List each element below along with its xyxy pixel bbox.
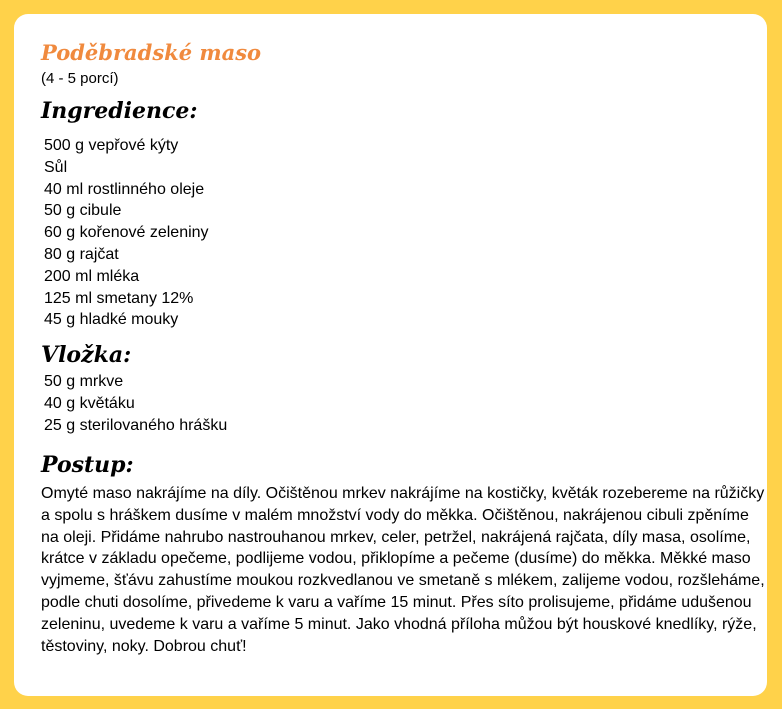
- insert-list: [44, 371, 227, 436]
- ingredients-list: [44, 135, 209, 331]
- list-item: 45 g hladké mouky: [44, 311, 179, 329]
- method-heading: Postup:: [41, 452, 134, 478]
- method-text: Omyté maso nakrájíme na díly. Očištěnou mrkev nakrájíme na kostičky, květák rozebereme na růžičky a spolu s hráškem dusíme v malém množství vody do měkka. Očištěnou, nakrájenou cibuli zpěníme na oleji. Přidáme nahrubo nastrouhanou mrkev, celer, petržel, nakrájená rajčata, díly masa, osolíme, krátce v základu opečeme, podlijeme vodou, přiklopíme a pečeme (dusíme) do měkka. Měkké maso vyjmeme, šťávu zahustíme moukou rozkvedlanou ve smetaně s mlékem, zalijeme vodou, rozšleháme, podle chuti dosolíme, přivedeme k varu a vaříme 15 minut. Přes síto prolisujeme, přidáme udušenou zeleninu, uvedeme k varu a vaříme 5 minut. Jako vhodná příloha můžou být houskové knedlíky, rýže, těstoviny, noky. Dobrou chuť!: [41, 485, 765, 655]
- list-item: 60 g kořenové zeleniny: [44, 224, 209, 242]
- list-item: 50 g cibule: [44, 202, 122, 220]
- recipe-title: Poděbradské maso: [41, 40, 262, 65]
- list-item: Sůl: [44, 158, 68, 176]
- list-item: 125 ml smetany 12%: [44, 289, 194, 307]
- list-item: 40 g květáku: [44, 394, 135, 412]
- ingredients-heading: Ingredience:: [41, 98, 198, 124]
- list-item: 500 g vepřové kýty: [44, 137, 179, 154]
- list-item: 80 g rajčat: [44, 245, 119, 263]
- list-item: 40 ml rostlinného oleje: [44, 180, 205, 198]
- list-item: 200 ml mléka: [44, 267, 140, 285]
- recipe-card: [14, 14, 767, 696]
- recipe-servings: (4 - 5 porcí): [41, 70, 119, 87]
- list-item: 50 g mrkve: [44, 373, 124, 390]
- insert-heading: Vložka:: [41, 342, 132, 368]
- list-item: 25 g sterilovaného hrášku: [44, 416, 228, 434]
